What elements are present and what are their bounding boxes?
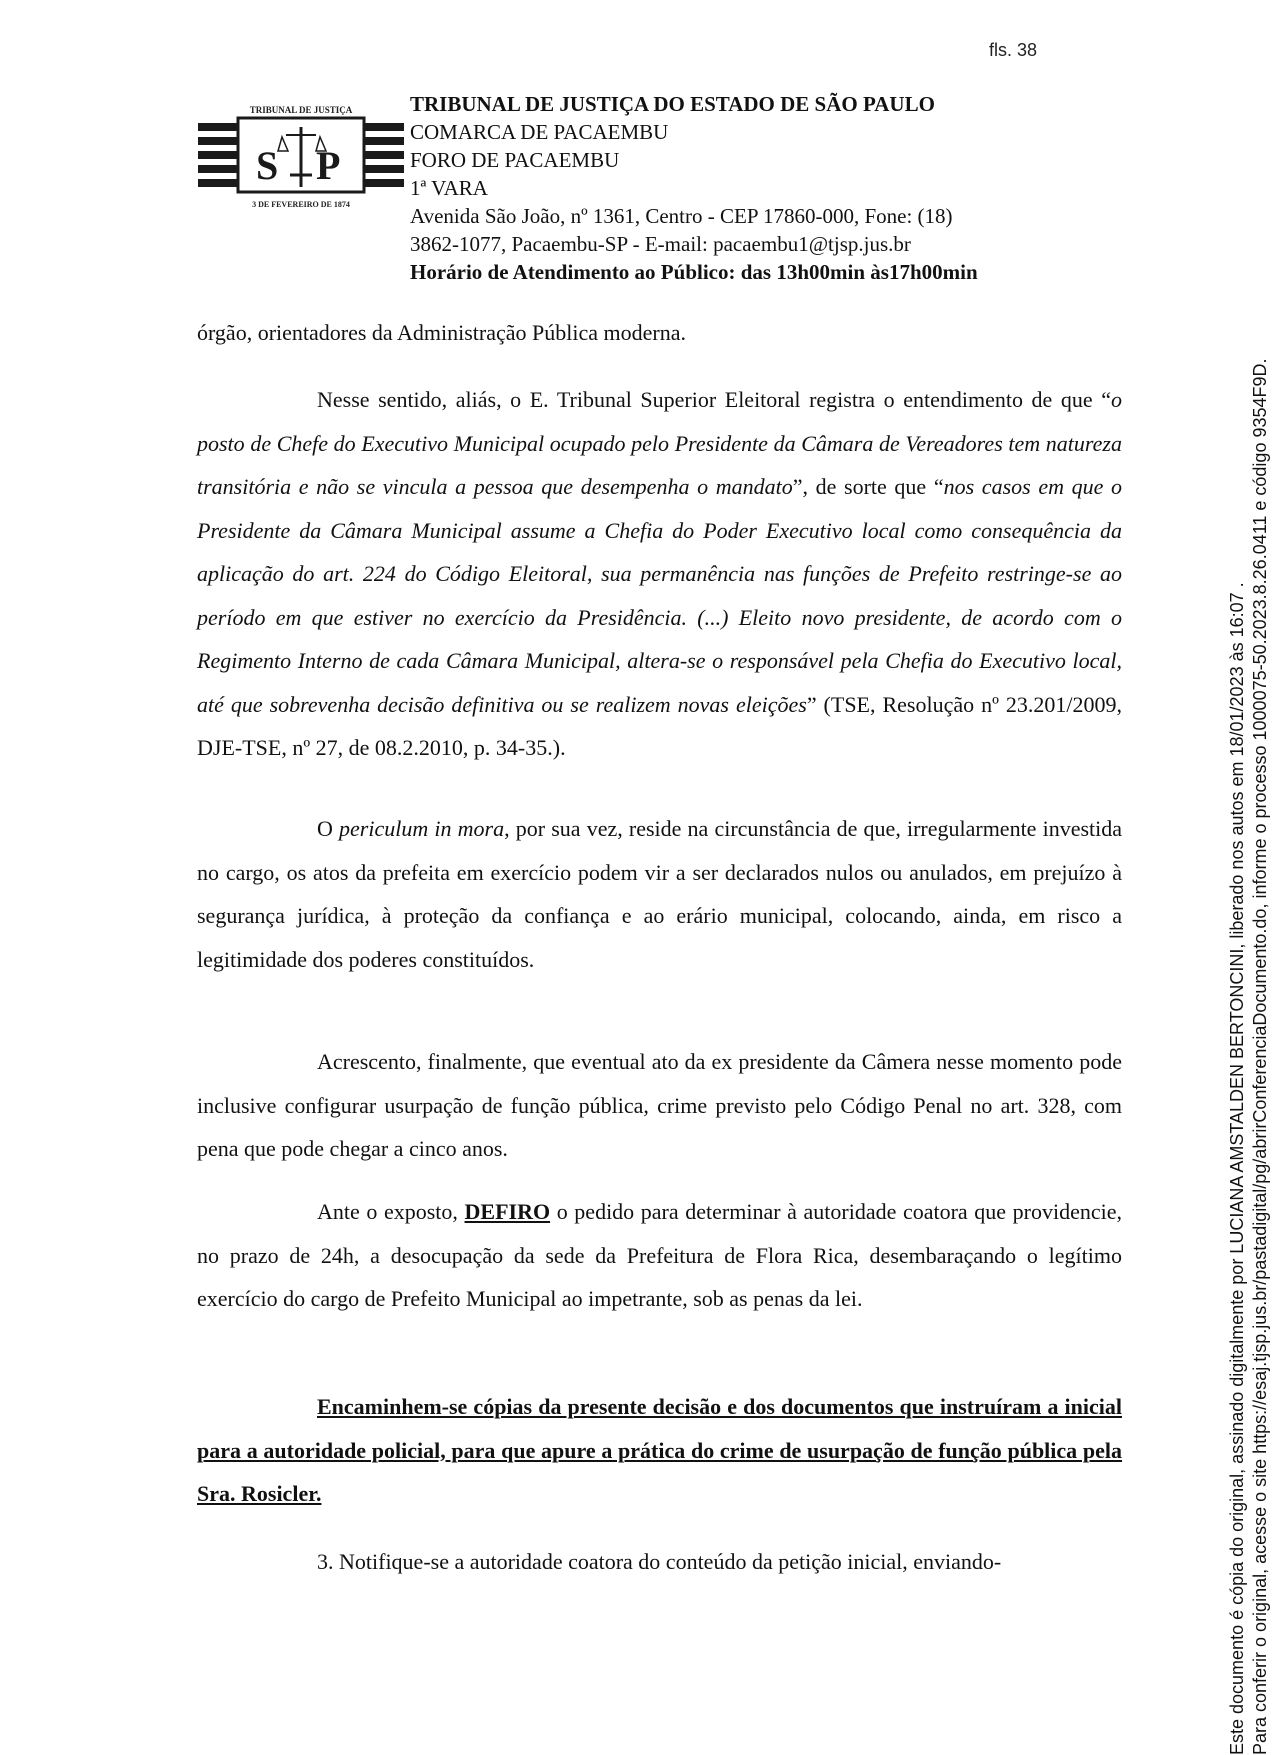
seal-top-text: TRIBUNAL DE JUSTIÇA	[249, 105, 353, 115]
court-header	[410, 90, 1030, 286]
p1-quote-2: nos casos em que o Presidente da Câmara Municipal assume a Chefia do Poder Executivo local como consequência da aplicação do art. 224 do Código Eleitoral, sua permanência nas funções de Prefeito restringe-se ao período em que estiver no exercício da Presidência. (...) Eleito novo presidente, de acordo com o Regimento Interno de cada Câmara Municipal, altera-se o responsável pela Chefia do Executivo local, até que sobrevenha decisão definitiva ou se realizem novas eleições	[197, 474, 1123, 717]
signature-note-line-2: Para conferir o original, acesse o site https://esaj.tjsp.jus.br/pastadigital/pg/abrirConferenciaDocumento.do, informe o processo 1000075-50.2023.8.26.0411 e código 9354F9D.	[1250, 358, 1270, 1755]
court-seal-logo	[198, 75, 404, 233]
p1-citation: ” (TSE, Resolução nº 23.201/2009, DJE-TSE, nº 27, de 08.2.2010, p. 34-35.).	[197, 691, 1123, 760]
digital-signature-note	[1226, 0, 1272, 1755]
address-line-2: 3862-1077, Pacaembu-SP - E-mail: pacaembu1@tjsp.jus.br	[410, 232, 911, 256]
address-line-1: Avenida São João, nº 1361, Centro - CEP 17860-000, Fone: (18)	[410, 204, 953, 228]
paragraph-1	[197, 378, 1122, 770]
office-hours: Horário de Atendimento ao Público: das 13h00min às17h00min	[410, 260, 978, 284]
p2-text-c: , por sua vez, reside na circunstância de que, irregularmente investida no cargo, os atos da prefeita em exercício podem vir a ser declarados nulos ou anulados, em prejuízo à segurança jurídica, à proteção da confiança e ao erário municipal, colocando, ainda, em risco a legitimidade dos poderes constituídos.	[197, 816, 1123, 972]
seal-letter-s: S	[256, 143, 279, 188]
p2-latin-term: periculum in mora	[339, 816, 505, 841]
seal-bottom-text: 3 DE FEVEREIRO DE 1874	[252, 200, 350, 209]
comarca: COMARCA DE PACAEMBU	[410, 120, 669, 144]
paragraph-5-text: Encaminhem-se cópias da presente decisão e dos documentos que instruíram a inicial para a autoridade policial, para que apure a prática do crime de usurpação de função pública pela Sra. Rosicler.	[197, 1394, 1122, 1506]
seal-letter-p: P	[316, 143, 341, 188]
paragraph-3	[197, 1040, 1122, 1171]
p1-text-c: ”, de sorte que “	[792, 474, 944, 499]
p1-text-a: Nesse sentido, aliás, o E. Tribunal Superior Eleitoral registra o entendimento de que “	[317, 387, 1111, 412]
foro: FORO DE PACAEMBU	[410, 148, 620, 172]
page-number: fls. 38	[988, 40, 1037, 60]
paragraph-0-text: órgão, orientadores da Administração Pública moderna.	[197, 320, 686, 345]
paragraph-2	[197, 807, 1122, 981]
p1-quote-1: o posto de Chefe do Executivo Municipal ocupado pelo Presidente da Câmara de Vereadores tem natureza transitória e não se vincula a pessoa que desempenha o mandato	[197, 387, 1122, 499]
vara: 1ª VARA	[410, 176, 488, 200]
paragraph-5	[197, 1385, 1122, 1516]
p4-defiro: DEFIRO	[464, 1199, 551, 1224]
paragraph-4	[197, 1190, 1122, 1321]
paragraph-6-text: 3. Notifique-se a autoridade coatora do conteúdo da petição inicial, enviando-	[317, 1549, 1002, 1574]
paragraph-6	[197, 1540, 1122, 1584]
p4-text-a: Ante o exposto,	[317, 1199, 465, 1224]
court-name: TRIBUNAL DE JUSTIÇA DO ESTADO DE SÃO PAULO	[410, 92, 935, 116]
paragraph-0	[197, 311, 1122, 355]
paragraph-3-text: Acrescento, finalmente, que eventual ato da ex presidente da Câmera nesse momento pode inclusive configurar usurpação de função pública, crime previsto pelo Código Penal no art. 328, com pena que pode chegar a cinco anos.	[197, 1049, 1122, 1161]
p4-text-c: o pedido para determinar à autoridade coatora que providencie, no prazo de 24h, a desocupação da sede da Prefeitura de Flora Rica, desembaraçando o legítimo exercício do cargo de Prefeito Municipal ao impetrante, sob as penas da lei.	[197, 1199, 1123, 1311]
signature-note-line-1: Este documento é cópia do original, assinado digitalmente por LUCIANA AMSTALDEN BERTONCINI, liberado nos autos em 18/01/2023 às 16:07 .	[1227, 582, 1247, 1755]
p2-text-a: O	[317, 816, 340, 841]
